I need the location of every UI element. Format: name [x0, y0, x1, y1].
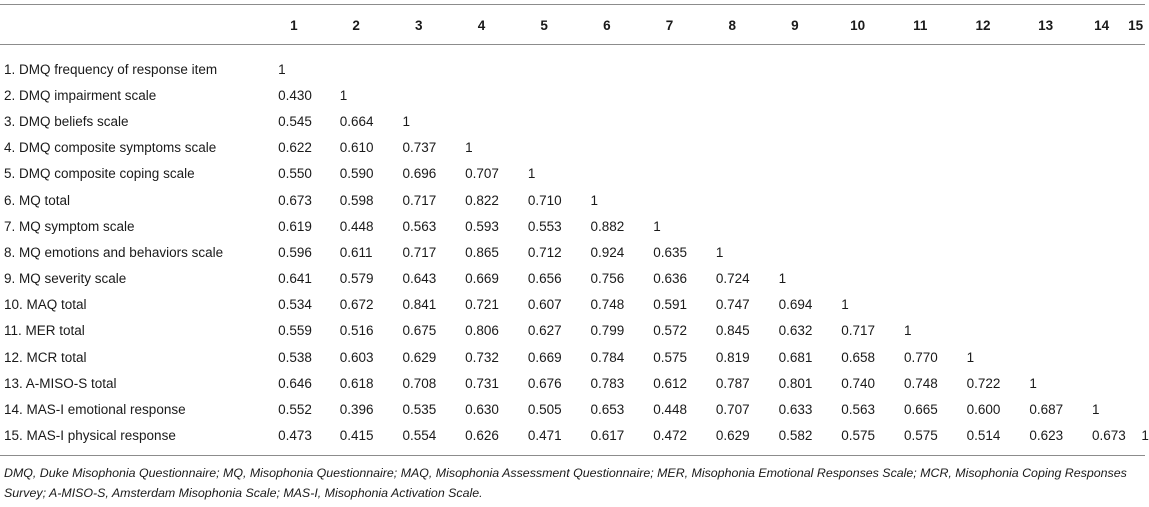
table-cell: 0.617 [590, 428, 625, 444]
table-cell: 0.656 [527, 271, 562, 287]
table-cell: 0.737 [402, 140, 437, 156]
table-cell [889, 135, 952, 161]
table-cell: 0.712 [527, 244, 562, 260]
table-cell [1126, 213, 1145, 239]
table-cell [513, 135, 576, 161]
table-row [0, 187, 1145, 213]
column-header-13: 13 [1038, 17, 1054, 33]
column-header-9: 9 [791, 17, 799, 33]
table-cell [701, 82, 764, 108]
table-cell: 0.622 [278, 140, 312, 156]
table-cell: 0.747 [715, 297, 750, 313]
table-cell [638, 56, 701, 82]
table-cell [1014, 266, 1077, 292]
row-label: 2. DMQ impairment scale [4, 87, 157, 103]
table-cell: 0.582 [778, 428, 813, 444]
table-cell: 0.658 [841, 349, 876, 365]
table-cell: 0.675 [402, 323, 437, 339]
table-cell [1077, 187, 1126, 213]
table-cell: 1 [278, 61, 286, 77]
table-row [0, 213, 1145, 239]
table-cell [1077, 266, 1126, 292]
table-cell [764, 135, 827, 161]
table-cell: 0.598 [339, 192, 374, 208]
table-footnote: DMQ, Duke Misophonia Questionnaire; MQ, Misophonia Questionnaire; MAQ, Misophonia Assessment Questionnaire; MER, Misophonia Emotional Responses Scale; MCR, Misophonia Coping Responses Survey; A-MISO-S, Amsterdam Misophonia Scale; MAS-I, Misophonia Activation Scale. [4, 466, 1127, 500]
table-cell: 0.673 [278, 192, 312, 208]
table-cell: 0.630 [465, 402, 499, 418]
table-cell [1077, 239, 1126, 265]
table-cell: 1 [339, 87, 348, 103]
table-cell [826, 135, 889, 161]
table-cell: 1 [590, 192, 599, 208]
table-cell [1014, 213, 1077, 239]
table-cell [889, 82, 952, 108]
table-cell [764, 187, 827, 213]
table-cell: 0.707 [715, 402, 750, 418]
table-cell: 0.552 [278, 402, 312, 418]
table-cell: 0.553 [527, 218, 562, 234]
table-cell: 1 [841, 297, 849, 313]
table-cell: 0.664 [339, 113, 374, 129]
table-cell [1077, 292, 1126, 318]
table-cell [1077, 318, 1126, 344]
table-cell [826, 239, 889, 265]
table-cell: 0.717 [402, 244, 437, 260]
row-label: 1. DMQ frequency of response item [4, 61, 218, 77]
table-cell: 0.471 [527, 428, 562, 444]
table-cell [889, 56, 952, 82]
table-cell [1077, 344, 1126, 370]
table-row [0, 135, 1145, 161]
table-cell [1126, 56, 1145, 82]
table-cell: 0.535 [402, 402, 437, 418]
table-cell [638, 161, 701, 187]
table-cell [1077, 56, 1126, 82]
row-label: 6. MQ total [4, 192, 71, 208]
table-cell: 0.710 [527, 192, 562, 208]
table-cell: 0.610 [339, 140, 374, 156]
table-cell [1126, 135, 1145, 161]
table-cell [952, 82, 1015, 108]
table-cell: 0.845 [715, 323, 750, 339]
table-cell [764, 161, 827, 187]
table-cell: 0.865 [465, 244, 499, 260]
column-header-4: 4 [477, 17, 486, 33]
table-row [0, 292, 1145, 318]
table-cell: 0.627 [527, 323, 562, 339]
table-cell: 0.784 [590, 349, 625, 365]
table-cell: 1 [715, 244, 724, 260]
table-cell: 0.600 [966, 402, 1001, 418]
table-cell: 0.607 [527, 297, 562, 313]
table-cell: 0.669 [465, 271, 499, 287]
table-cell [826, 56, 889, 82]
table-header-row [0, 0, 1145, 46]
table-cell [638, 108, 701, 134]
table-cell [1077, 370, 1126, 396]
table-cell: 0.575 [903, 428, 938, 444]
table-cell [513, 56, 576, 82]
table-cell: 0.646 [278, 375, 312, 391]
table-cell: 0.731 [465, 375, 499, 391]
row-label: 3. DMQ beliefs scale [4, 113, 129, 129]
column-header-10: 10 [850, 17, 866, 33]
table-cell: 0.787 [715, 375, 750, 391]
table-cell [1126, 370, 1145, 396]
table-cell [889, 266, 952, 292]
table-cell: 0.396 [339, 402, 374, 418]
table-cell: 0.721 [465, 297, 499, 313]
table-row [0, 82, 1145, 108]
table-cell: 0.545 [278, 113, 312, 129]
row-label: 15. MAS-I physical response [4, 428, 176, 444]
row-label: 12. MCR total [4, 349, 87, 365]
row-label: 8. MQ emotions and behaviors scale [4, 244, 224, 260]
table-cell: 0.572 [653, 323, 687, 339]
table-cell: 0.505 [527, 402, 562, 418]
row-label-header [0, 0, 263, 46]
table-cell: 1 [1092, 402, 1100, 418]
table-cell: 0.430 [278, 87, 312, 103]
table-cell [1126, 82, 1145, 108]
table-cell: 0.636 [653, 271, 687, 287]
table-cell [952, 239, 1015, 265]
table-cell: 0.632 [778, 323, 813, 339]
table-cell [1014, 135, 1077, 161]
table-cell: 1 [1029, 375, 1037, 391]
table-row [0, 344, 1145, 370]
table-cell: 0.722 [966, 375, 1001, 391]
table-cell: 0.538 [278, 349, 312, 365]
table-cell [1077, 135, 1126, 161]
table-cell: 0.593 [465, 218, 499, 234]
table-cell: 0.635 [653, 244, 687, 260]
table-cell: 0.801 [778, 375, 813, 391]
table-cell [764, 239, 827, 265]
column-header-5: 5 [540, 17, 548, 33]
table-cell [1014, 318, 1077, 344]
table-cell: 0.575 [653, 349, 687, 365]
table-cell: 0.673 [1092, 428, 1126, 444]
table-cell: 0.612 [653, 375, 687, 391]
table-cell: 0.783 [590, 375, 625, 391]
table-row [0, 239, 1145, 265]
table-cell: 0.707 [465, 166, 499, 182]
table-cell: 0.672 [339, 297, 374, 313]
table-cell [764, 108, 827, 134]
column-header-8: 8 [728, 17, 736, 33]
table-cell: 0.708 [402, 375, 437, 391]
table-cell: 0.626 [465, 428, 499, 444]
table-cell [513, 108, 576, 134]
table-cell: 0.841 [402, 297, 437, 313]
table-cell: 0.681 [778, 349, 813, 365]
table-cell [952, 318, 1015, 344]
table-cell: 0.448 [339, 218, 374, 234]
table-cell [764, 82, 827, 108]
table-cell [952, 292, 1015, 318]
table-cell [1126, 318, 1145, 344]
table-cell: 1 [465, 140, 473, 156]
table-cell [889, 161, 952, 187]
table-cell [1126, 344, 1145, 370]
table-cell [952, 161, 1015, 187]
table-cell: 1 [402, 113, 410, 129]
table-cell: 0.629 [402, 349, 437, 365]
table-cell: 0.924 [590, 244, 625, 260]
table-cell [1014, 56, 1077, 82]
table-row [0, 56, 1145, 82]
table-row [0, 108, 1145, 134]
table-cell: 0.732 [465, 349, 499, 365]
table-cell: 0.516 [339, 323, 374, 339]
table-cell [701, 187, 764, 213]
table-cell [764, 56, 827, 82]
table-cell [576, 82, 639, 108]
table-cell [889, 187, 952, 213]
table-cell [826, 161, 889, 187]
table-cell [576, 161, 639, 187]
table-cell [952, 213, 1015, 239]
table-row [0, 161, 1145, 187]
table-cell: 0.696 [402, 166, 437, 182]
table-cell [1126, 108, 1145, 134]
table-cell [1077, 213, 1126, 239]
table-cell [826, 213, 889, 239]
table-cell: 0.819 [715, 349, 750, 365]
table-cell [1014, 344, 1077, 370]
table-cell [1077, 161, 1126, 187]
table-cell [826, 266, 889, 292]
column-header-1: 1 [290, 17, 298, 33]
table-cell: 0.623 [1029, 428, 1064, 444]
table-cell [576, 108, 639, 134]
table-cell: 0.643 [402, 271, 437, 287]
table-cell [1126, 396, 1145, 422]
table-cell: 0.579 [339, 271, 374, 287]
table-cell [889, 292, 952, 318]
table-cell: 0.559 [278, 323, 312, 339]
row-label: 13. A-MISO-S total [4, 375, 117, 391]
table-cell: 0.669 [527, 349, 562, 365]
table-cell [889, 213, 952, 239]
table-row [0, 318, 1145, 344]
table-cell: 0.641 [278, 271, 312, 287]
table-cell: 0.472 [653, 428, 687, 444]
row-label: 5. DMQ composite coping scale [4, 166, 195, 182]
table-cell [1126, 161, 1145, 187]
table-cell: 0.611 [339, 244, 373, 260]
column-header-2: 2 [352, 17, 360, 33]
column-header-3: 3 [415, 17, 423, 33]
table-cell [1126, 239, 1145, 265]
row-label: 9. MQ severity scale [4, 271, 127, 287]
table-cell: 0.603 [339, 349, 374, 365]
column-header-6: 6 [603, 17, 611, 33]
table-cell [952, 56, 1015, 82]
table-cell [952, 135, 1015, 161]
table-cell [1126, 292, 1145, 318]
table-cell [889, 108, 952, 134]
table-row [0, 396, 1145, 422]
table-cell: 0.717 [841, 323, 876, 339]
table-cell [1014, 292, 1077, 318]
table-cell: 1 [966, 349, 975, 365]
table-cell [701, 108, 764, 134]
table-cell [701, 56, 764, 82]
table-cell: 0.448 [653, 402, 687, 418]
table-cell [1126, 187, 1145, 213]
table-cell: 0.665 [903, 402, 938, 418]
row-label: 4. DMQ composite symptoms scale [4, 140, 217, 156]
table-cell [764, 213, 827, 239]
table-cell: 0.687 [1029, 402, 1064, 418]
table-cell: 1 [653, 218, 661, 234]
table-cell: 0.575 [841, 428, 876, 444]
table-cell: 0.633 [778, 402, 813, 418]
table-cell [576, 56, 639, 82]
table-cell [638, 82, 701, 108]
table-cell: 0.694 [778, 297, 813, 313]
table-cell [387, 82, 450, 108]
row-label: 14. MAS-I emotional response [4, 402, 186, 418]
table-cell [1077, 82, 1126, 108]
table-cell: 0.799 [590, 323, 625, 339]
table-cell: 0.806 [465, 323, 499, 339]
table-cell [826, 187, 889, 213]
table-cell [1014, 187, 1077, 213]
table-cell: 0.756 [590, 271, 625, 287]
table-cell [513, 82, 576, 108]
row-label: 10. MAQ total [4, 297, 87, 313]
column-header-11: 11 [913, 17, 928, 33]
table-cell [1126, 266, 1145, 292]
table-cell: 0.653 [590, 402, 625, 418]
table-cell: 0.822 [465, 192, 499, 208]
table-cell: 0.534 [278, 297, 312, 313]
table-cell: 1 [903, 323, 912, 339]
table-cell: 0.596 [278, 244, 312, 260]
table-cell: 1 [1141, 428, 1149, 444]
table-cell: 0.748 [590, 297, 625, 313]
table-cell: 1 [778, 271, 787, 287]
table-cell [450, 56, 513, 82]
table-cell [952, 187, 1015, 213]
table-cell [826, 82, 889, 108]
table-cell: 0.514 [966, 428, 1001, 444]
table-cell: 1 [527, 166, 536, 182]
table-cell: 0.550 [278, 166, 312, 182]
table-cell [576, 135, 639, 161]
table-cell: 0.724 [715, 271, 750, 287]
table-cell: 0.882 [590, 218, 625, 234]
table-cell [1077, 108, 1126, 134]
table-cell [952, 266, 1015, 292]
row-label: 7. MQ symptom scale [4, 218, 135, 234]
table-cell: 0.717 [402, 192, 437, 208]
table-row [0, 423, 1145, 449]
row-label: 11. MER total [4, 323, 85, 339]
table-cell [826, 108, 889, 134]
table-cell [325, 56, 388, 82]
table-cell: 0.618 [339, 375, 374, 391]
table-cell [638, 187, 701, 213]
table-row [0, 266, 1145, 292]
table-cell [450, 82, 513, 108]
table-bottom-rule [0, 455, 1145, 456]
table-cell: 0.676 [527, 375, 562, 391]
table-cell: 0.563 [841, 402, 876, 418]
table-body [0, 46, 1149, 449]
table-cell: 0.415 [339, 428, 374, 444]
table-cell: 0.740 [841, 375, 876, 391]
table-cell [1014, 82, 1077, 108]
table-cell: 0.770 [903, 349, 938, 365]
table-cell [701, 135, 764, 161]
table-cell [387, 56, 450, 82]
table-cell [1014, 161, 1077, 187]
table-cell: 0.629 [715, 428, 750, 444]
table-cell: 0.563 [402, 218, 437, 234]
table-cell [889, 239, 952, 265]
table-cell [701, 161, 764, 187]
column-header-12: 12 [975, 17, 991, 33]
column-header-14: 14 [1094, 17, 1110, 33]
table-cell: 0.554 [402, 428, 437, 444]
table-cell [450, 108, 513, 134]
table-cell: 0.748 [903, 375, 938, 391]
table-cell: 0.473 [278, 428, 312, 444]
table-cell: 0.591 [653, 297, 687, 313]
table-cell [952, 108, 1015, 134]
table-cell [701, 213, 764, 239]
table-cell: 0.590 [339, 166, 374, 182]
table-cell: 0.619 [278, 218, 312, 234]
column-header-7: 7 [665, 17, 674, 33]
table-cell [638, 135, 701, 161]
table-row [0, 370, 1145, 396]
column-header-15: 15 [1128, 17, 1144, 33]
table-cell [1014, 239, 1077, 265]
table-cell [1014, 108, 1077, 134]
